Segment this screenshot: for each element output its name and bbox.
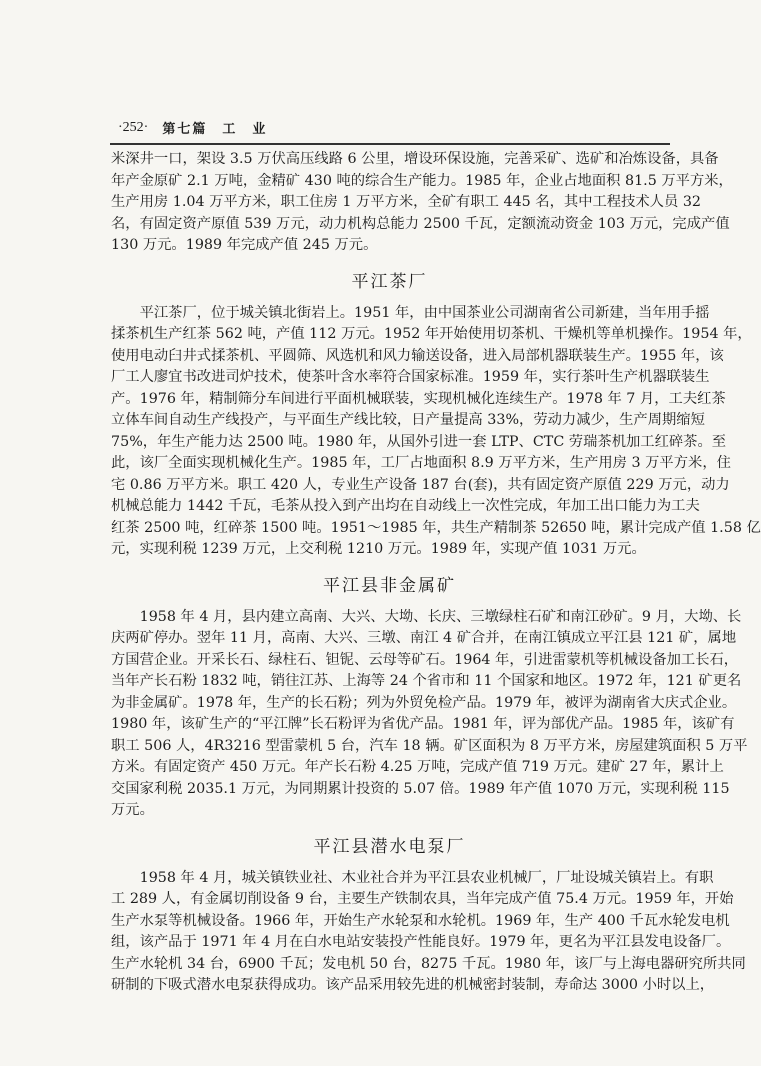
section [111, 822, 746, 997]
text-line: 宅 0.86 万平方米。职工 420 人，专业生产设备 187 台(套)，共有固定资产原值 229 万元，动力 [111, 476, 730, 493]
text-line: 使用电动臼井式揉茶机、平圆筛、风选机和风力输送设备，进入局部机器联装生产。1955 年，该 [111, 347, 724, 364]
text-line: 1958 年 4 月，县内建立高南、大兴、大坳、长庆、三墩绿柱石矿和南江砂矿。9 月，大坳、长 [111, 608, 742, 625]
text-line: 方米。有固定资产 450 万元。年产长石粉 4.25 万吨，完成产值 719 万元。建矿 27 年，累计上 [111, 759, 724, 775]
page-number: ·252· [118, 119, 149, 135]
running-header [118, 118, 267, 137]
text-line: 庆两矿停办。翌年 11 月，高南、大兴、三墩、南江 4 矿合并，在南江镇成立平江县 121 矿，属地 [111, 630, 737, 646]
text-line: 揉茶机生产红茶 562 吨，产值 112 万元。1952 年开始使用切茶机、干燥机等单机操作。1954 年， [111, 326, 752, 342]
text-line: 立体车间自动生产线投产，与平面生产线比较，日产量提高 33%，劳动力减少，生产周期缩短 [111, 412, 705, 428]
text-line: 红茶 2500 吨，红碎茶 1500 吨。1951～1985 年，共生产精制茶 52650 吨，累计完成产值 1.58 亿 [111, 519, 761, 536]
text-line: 75%，年生产能力达 2500 吨。1980 年，从国外引进一套 LTP、CTC 劳瑞茶机加工红碎茶。至 [111, 433, 727, 450]
text-line: 米深井一口，架设 3.5 万伏高压线路 6 公里，增设环保设施，完善采矿、选矿和冶炼设备，具备 [111, 151, 719, 167]
text-line: 工 289 人，有金属切削设备 9 台，主要生产铁制农具，当年完成产值 75.4 万元。1959 年，开始 [111, 891, 734, 907]
text-line: 厂工人廖宜书改进司炉技术，使茶叶含水率符合国家标准。1959 年，实行茶叶生产机器联装生 [111, 369, 710, 385]
header-rule [110, 143, 670, 145]
text-line: 此，该厂全面实现机械化生产。1985 年，工厂占地面积 8.9 万平方米，生产用房 3 万平方米，住 [111, 455, 731, 471]
text-line: 名，有固定资产原值 539 万元，动力机构总能力 2500 千瓦，定额流动资金 103 万元，完成产值 [111, 215, 730, 232]
section-heading: 平江茶厂 [351, 271, 428, 292]
text-line: 生产水轮机 34 台，6900 千瓦；发电机 50 台，8275 千瓦。1980 年，该厂与上海电器研究所共同 [111, 955, 746, 972]
text-line: 方国营企业。开采长石、绿柱石、钽铌、云母等矿石。1964 年，引进雷蒙机等机械设备加工长石， [111, 651, 739, 668]
chapter-title: 第七篇 工 业 [162, 122, 268, 137]
text-line: 当年产长石粉 1832 吨，销往江苏、上海等 24 个省市和 11 个国家和地区。1972 年，121 矿更名 [111, 673, 742, 689]
text-line: 职工 506 人，4R3216 型雷蒙机 5 台，汽车 18 辆。矿区面积为 8 万平方米，房屋建筑面积 5 万平 [111, 737, 748, 754]
text-line: 万元。 [111, 802, 154, 818]
section [111, 257, 761, 561]
text-line: 组，该产品于 1971 年 4 月在白水电站安装投产性能良好。1979 年，更名为平江县发电设备厂。 [111, 934, 731, 950]
text-line: 生产水泵等机械设备。1966 年，开始生产水轮泵和水轮机。1969 年，生产 400 千瓦水轮发电机 [111, 912, 730, 929]
text-line: 交国家利税 2035.1 万元，为同期累计投资的 5.07 倍。1989 年产值 1070 万元，实现利税 115 [111, 780, 730, 797]
text-line: 130 万元。1989 年完成产值 245 万元。 [111, 237, 378, 253]
page-body [111, 149, 761, 997]
text-line: 1958 年 4 月，城关镇铁业社、木业社合并为平江县农业机械厂，厂址设城关镇岩上。有职 [111, 869, 714, 886]
text-line: 平江茶厂，位于城关镇北街岩上。1951 年，由中国茶业公司湖南省公司新建，当年用手摇 [111, 304, 710, 321]
section-heading: 平江县潜水电泵厂 [313, 836, 466, 857]
text-line: 为非金属矿。1978 年，生产的长石粉；列为外贸免检产品。1979 年，被评为湖南省大庆式企业。 [111, 694, 737, 711]
text-line: 1980 年，该矿生产的“平江牌”长石粉评为省优产品。1981 年，评为部优产品。1985 年，该矿有 [111, 716, 735, 732]
section-heading: 平江县非金属矿 [323, 575, 456, 596]
section [111, 149, 733, 257]
text-line: 元，实现利税 1239 万元，上交利税 1210 万元。1989 年，实现产值 1031 万元。 [111, 541, 646, 557]
section [111, 561, 748, 822]
text-line: 年产金原矿 2.1 万吨，金精矿 430 吨的综合生产能力。1985 年，企业占地面积 81.5 万平方米， [111, 172, 733, 189]
text-line: 机械总能力 1442 千瓦，毛茶从投入到产出均在自动线上一次性完成，年加工出口能力为工夫 [111, 498, 700, 514]
text-line: 生产用房 1.04 万平方米，职工住房 1 万平方米，全矿有职工 445 名，其中工程技术人员 32 [111, 194, 702, 210]
text-line: 产。1976 年，精制筛分车间进行平面机械联装，实现机械化连续生产。1978 年 7 月，工夫红茶 [111, 390, 726, 407]
text-line: 研制的下吸式潜水电泵获得成功。该产品采用较先进的机械密封装制，寿命达 3000 小时以上， [111, 977, 715, 993]
